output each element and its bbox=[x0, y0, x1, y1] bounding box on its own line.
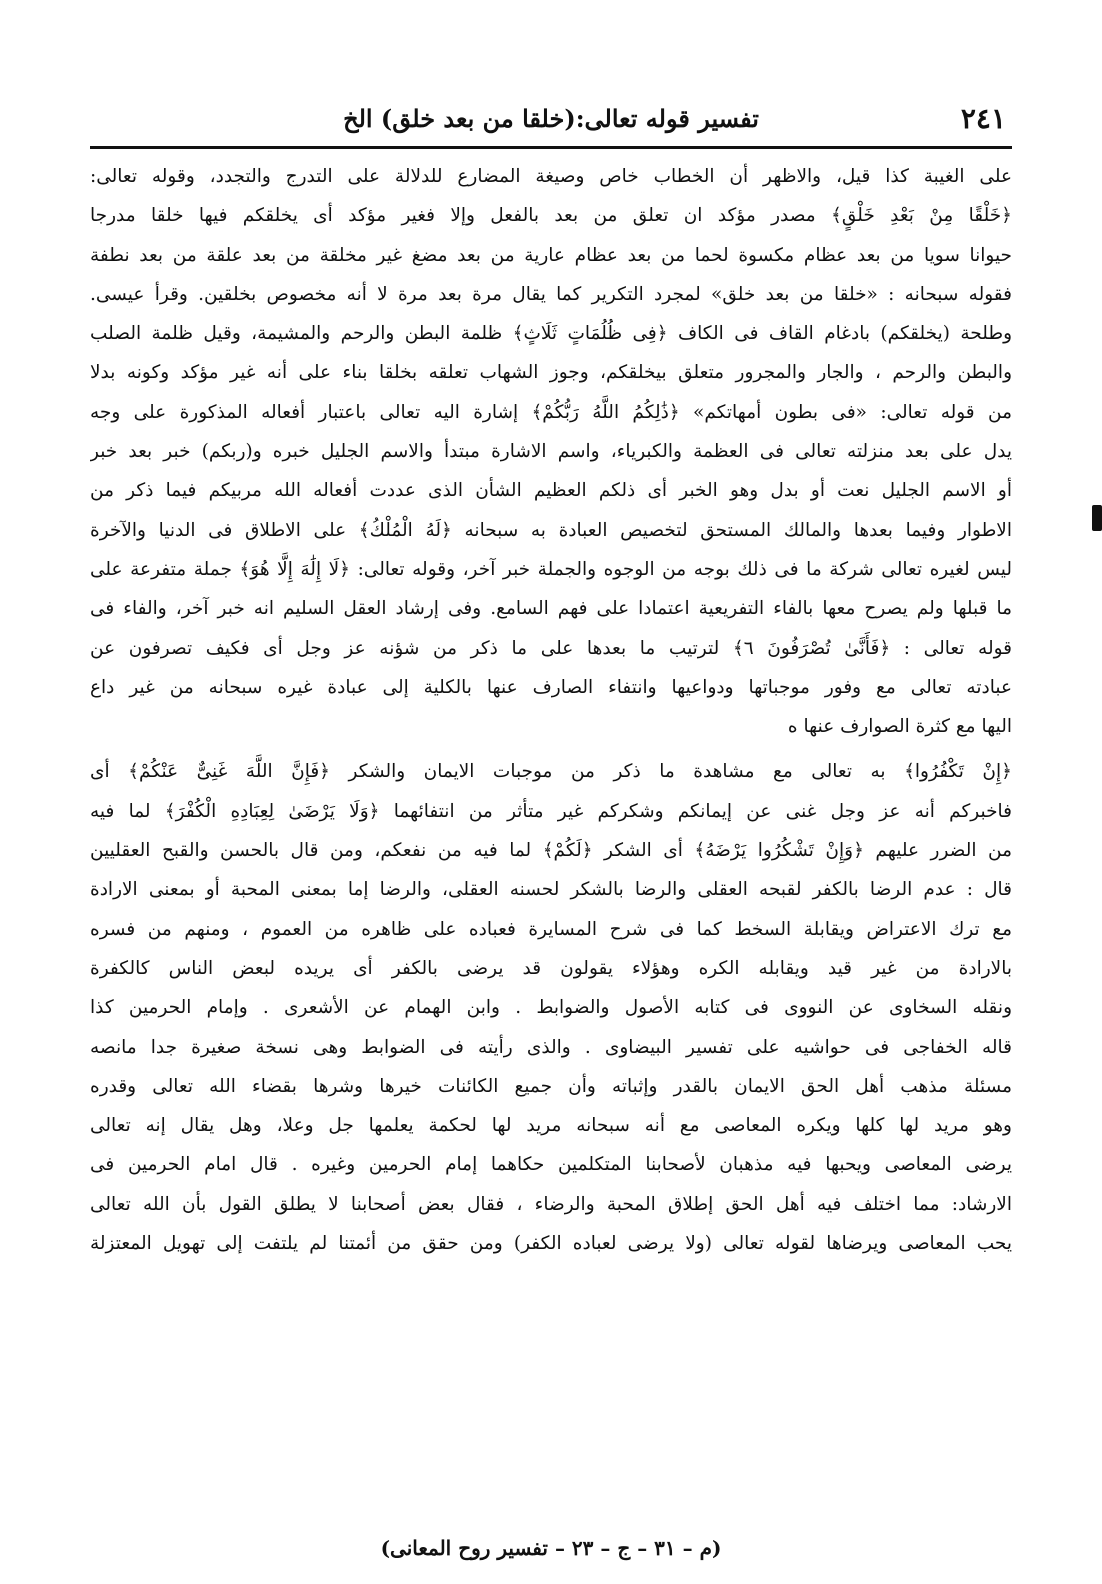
text-line: حيوانا سويا من بعد عظام مكسوة لحما من بعد عظام عارية من بعد مضغ غير مخلقة من بعد علقة من بعد نطفة bbox=[90, 244, 1012, 266]
page-number: ٢٤١ bbox=[960, 102, 1006, 135]
text-line: فاخبركم أنه عز وجل غنى عن إيمانكم وشكركم غير متأثر من انتفائهما ﴿وَلَا يَرْضَىٰ لِعِبَادِهِ الْكُفْرَ﴾ لما فيه bbox=[90, 800, 1012, 822]
document-page bbox=[90, 100, 1012, 1560]
text-line: قاله الخفاجى فى حواشيه على تفسير البيضاوى . والذى رأيته فى الضوابط وهى نسخة صغيرة جدا مانصه bbox=[90, 1036, 1012, 1058]
body-text bbox=[90, 157, 1012, 1263]
text-line: أو الاسم الجليل نعت أو بدل وهو الخبر أى ذلكم العظيم الشأن الذى عددت أفعاله الله مربيكم فيما ذكر من bbox=[90, 480, 1012, 502]
text-line: ليس لغيره تعالى شركة ما فى ذلك بوجه من الوجوه والجملة خبر آخر، وقوله تعالى: ﴿لَا إِلَٰهَ إِلَّا هُوَ﴾ جملة متفرعة على bbox=[90, 558, 1012, 580]
page-header bbox=[90, 100, 1012, 144]
text-line: اليها مع كثرة الصوارف عنها ه bbox=[787, 716, 1012, 738]
text-line: ما قبلها ولم يصرح معها بالفاء التفريعية اعتمادا على فهم السامع. وفى إرشاد العقل السليم انه خبر آخر، والفاء فى bbox=[90, 598, 1012, 620]
text-line: وطلحة (يخلقكم) بادغام القاف فى الكاف ﴿فِى ظُلُمَاتٍ ثَلَاثٍ﴾ ظلمة البطن والرحم والمشيمة، وقيل ظلمة الصلب bbox=[90, 323, 1012, 345]
text-line: وهو مريد لها كلها ويكره المعاصى مع أنه سبحانه مريد لها لحكمة يعلمها جل وعلا، وهل يقال إنه تعالى bbox=[90, 1115, 1012, 1137]
text-line: من قوله تعالى: «فى بطون أمهاتكم» ﴿ذَٰلِكُمُ اللَّهُ رَبُّكُمْ﴾ إشارة اليه تعالى باعتبار أفعاله المذكورة على وجه bbox=[90, 401, 1012, 423]
text-line: يدل على بعد منزلته تعالى فى العظمة والكبرياء، واسم الاشارة مبتدأ والاسم الجليل خبره و(ربكم) خبر بعد خبر bbox=[90, 441, 1012, 463]
text-line: الاطوار وفيما بعدها والمالك المستحق لتخصيص العبادة به سبحانه ﴿لَهُ الْمُلْكُ﴾ على الاطلاق فى الدنيا والآخرة bbox=[90, 519, 1012, 541]
text-line: ﴿إِنْ تَكْفُرُوا﴾ به تعالى مع مشاهدة ما ذكر من موجبات الايمان والشكر ﴿فَإِنَّ اللَّهَ غَنِىٌّ عَنْكُمْ﴾ أى bbox=[90, 761, 1012, 783]
text-line: قال : عدم الرضا بالكفر لقبحه العقلى والرضا بالشكر لحسنه العقلى، والرضا إما بمعنى المحبة أو بمعنى الارادة bbox=[90, 879, 1012, 901]
text-line: من الضرر عليهم ﴿وَإِنْ تَشْكُرُوا يَرْضَهُ﴾ أى الشكر ﴿لَكُمْ﴾ لما فيه من نفعكم، ومن قال بالحسن والقبح العقليين bbox=[90, 840, 1012, 862]
running-title: تفسير قوله تعالى:(خلقا من بعد خلق) الخ bbox=[343, 104, 759, 133]
text-line: على الغيبة كذا قيل، والاظهر أن الخطاب خاص وصيغة المضارع للدلالة على التدرج والتجدد، وقوله تعالى: bbox=[90, 166, 1012, 187]
text-line: يرضى المعاصى ويحبها فيه مذهبان لأصحابنا المتكلمين حكاهما إمام الحرمين وغيره . قال امام الحرمين فى bbox=[90, 1154, 1012, 1176]
text-line: يحب المعاصى ويرضاها لقوله تعالى (ولا يرضى لعباده الكفر) ومن حقق من أئمتنا لم يلتفت إلى تهويل المعتزلة bbox=[90, 1233, 1012, 1255]
text-line: ﴿خَلْقًا مِنْ بَعْدِ خَلْقٍ﴾ مصدر مؤكد ان تعلق من بعد بالفعل وإلا فغير مؤكد أى يخلقكم فيها خلقا مدرجا bbox=[90, 205, 1012, 227]
text-line: ونقله السخاوى عن النووى فى كتابه الأصول والضوابط . وابن الهمام عن الأشعرى . وإمام الحرمين كذا bbox=[90, 997, 1012, 1019]
text-line: عبادته تعالى مع وفور موجباتها ودواعيها وانتفاء الصارف عنها بالكلية إلى عبادة غيره سبحانه من غير داع bbox=[90, 676, 1012, 698]
text-line: فقوله سبحانه : «خلقا من بعد خلق» لمجرد التكرير كما يقال مرة بعد مرة لا أنه مخصوص بخلقين. وقرأ عيسى. bbox=[90, 283, 1012, 305]
text-line: مع ترك الاعتراض ويقابلة السخط كما فى شرح المسايرة فعباده على ظاهره من العموم ، ومنهم من فسره bbox=[90, 918, 1012, 940]
text-line: قوله تعالى : ﴿فَأَنَّىٰ تُصْرَفُونَ ٦﴾ لترتيب ما بعدها على ما ذكر من شؤنه عز وجل أى فكيف تصرفون عن bbox=[90, 637, 1012, 659]
text-line: الارشاد: مما اختلف فيه أهل الحق إطلاق المحبة والرضاء ، فقال بعض أصحابنا لا يطلق القول بأن الله تعالى bbox=[90, 1193, 1012, 1215]
text-line: والبطن والرحم ، والجار والمجرور متعلق بيخلقكم، وجوز الشهاب تعلقه بخلقا بناء على أنه غير مؤكد وكونه بدلا bbox=[90, 362, 1012, 384]
header-rule bbox=[90, 146, 1012, 149]
text-line: بالارادة من غير قيد ويقابله الكره وهؤلاء يقولون قد يرضى بالكفر أى يريده لبعض الناس كالكفرة bbox=[90, 957, 1012, 979]
page-footer: (م – ٣١ – ج – ٢٣ – تفسير روح المعانى) bbox=[380, 1536, 722, 1560]
margin-mark bbox=[1092, 505, 1102, 531]
text-line: مسئلة مذهب أهل الحق الايمان بالقدر وإثباته وأن جميع الكائنات خيرها وشرها بقضاء الله تعالى وقدره bbox=[90, 1075, 1012, 1097]
